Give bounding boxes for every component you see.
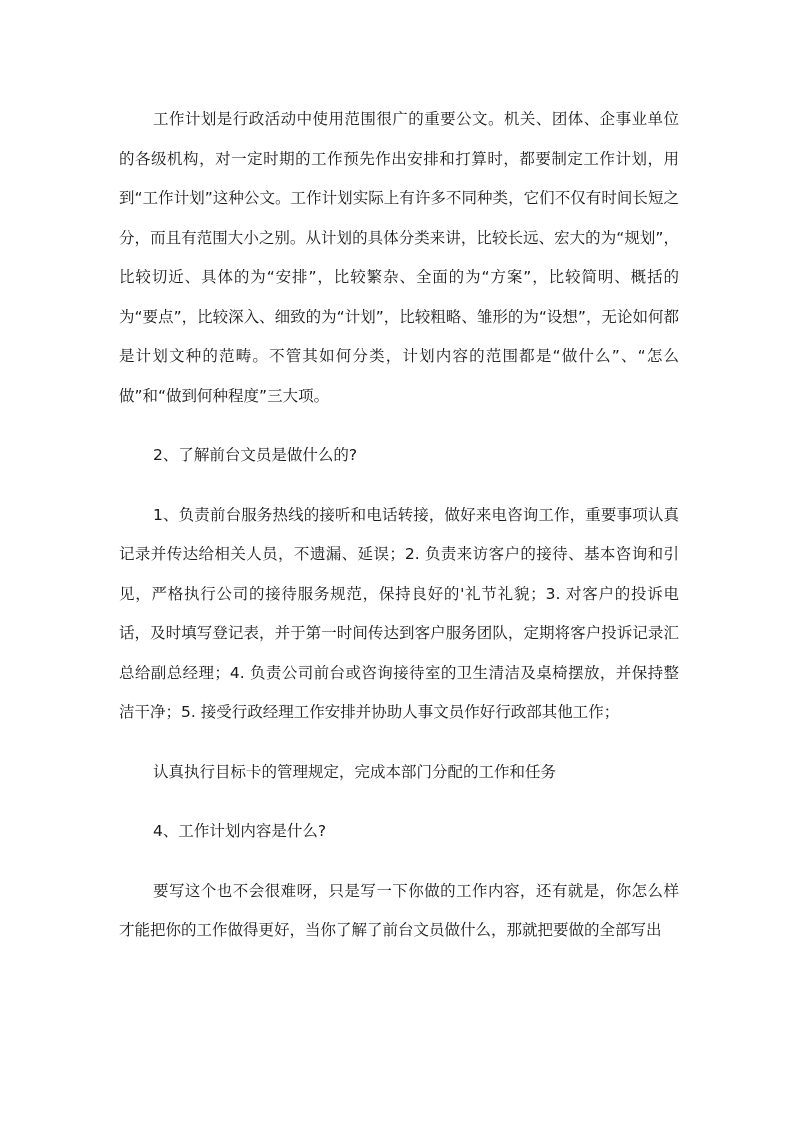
writing-advice-paragraph: 要写这个也不会很难呀，只是写一下你做的工作内容，还有就是，你怎么样才能把你的工作做得更好，当你了解了前台文员做什么，那就把要做的全部写出 — [119, 881, 679, 939]
section-heading-4: 4、工作计划内容是什么? — [153, 822, 327, 840]
section-heading-2: 2、了解前台文员是做什么的? — [153, 446, 358, 464]
document-body — [119, 100, 679, 951]
target-card-paragraph: 认真执行目标卡的管理规定，完成本部门分配的工作和任务 — [153, 762, 557, 781]
duties-paragraph: 1、负责前台服务热线的接听和电话转接，做好来电咨询工作，重要事项认真记录并传达给相关人员，不遗漏、延误；2. 负责来访客户的接待、基本咨询和引见，严格执行公司的接待服务规范，保持良好的'礼节礼貌；3. 对客户的投诉电话，及时填写登记表，并于第一时间传达到客户服务团队，定期将客户投诉记录汇总给副总经理；4. 负责公司前台或咨询接待室的卫生清洁及桌椅摆放，并保持整洁干净；5. 接受行政经理工作安排并协助人事文员作好行政部其他工作； — [119, 505, 679, 721]
intro-paragraph: 工作计划是行政活动中使用范围很广的重要公文。机关、团体、企事业单位的各级机构，对一定时期的工作预先作出安排和打算时，都要制定工作计划，用到“工作计划”这种公文。工作计划实际上有许多不同种类，它们不仅有时间长短之分，而且有范围大小之别。从计划的具体分类来讲，比较长远、宏大的为“规划”，比较切近、具体的为“安排”，比较繁杂、全面的为“方案”，比较简明、概括的为“要点”，比较深入、细致的为“计划”，比较粗略、雏形的为“设想”，无论如何都是计划文种的范畴。不管其如何分类，计划内容的范围都是“做什么”、“怎么做”和“做到何种程度”三大项。 — [119, 110, 679, 405]
